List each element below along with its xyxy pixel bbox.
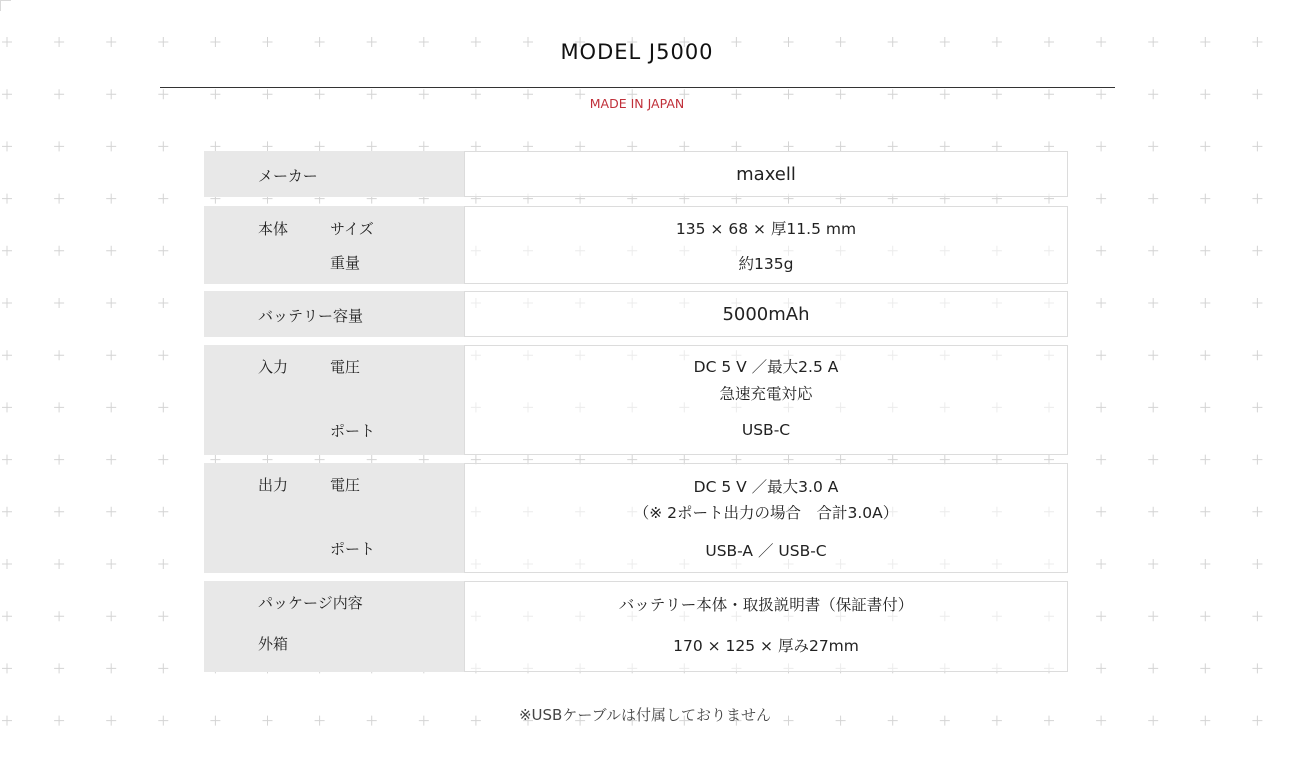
- output-port-value: USB-A ／ USB-C: [705, 542, 827, 560]
- input-voltage-value: DC 5 V ／最大2.5 A: [693, 358, 839, 376]
- output-voltage-note: （※ 2ポート出力の場合 合計3.0A）: [633, 504, 899, 522]
- spec-value-cell: [464, 463, 1068, 573]
- spec-row-maker: [204, 151, 1068, 197]
- output-port-label: ポート: [330, 540, 376, 558]
- maker-value: maxell: [736, 164, 796, 185]
- spec-label-cell: [204, 206, 464, 284]
- spec-label-cell: [204, 151, 464, 197]
- usb-cable-footnote: ※USBケーブルは付属しておりません: [518, 706, 771, 724]
- battery-value: 5000mAh: [722, 304, 810, 325]
- body-label: 本体: [258, 220, 289, 238]
- spec-label-cell: [204, 463, 464, 573]
- input-label: 入力: [258, 358, 289, 376]
- title-divider: [160, 87, 1115, 88]
- spec-row-output: [204, 463, 1068, 573]
- spec-label-cell: [204, 581, 464, 672]
- spec-value-cell: [464, 206, 1068, 284]
- box-label: 外箱: [258, 635, 289, 653]
- body-weight-label: 重量: [330, 254, 361, 272]
- package-label: パッケージ内容: [258, 594, 363, 612]
- spec-value-cell: [464, 581, 1068, 672]
- body-weight-value: 約135g: [738, 255, 794, 273]
- spec-value-cell: [464, 345, 1068, 455]
- input-port-label: ポート: [330, 422, 376, 440]
- made-in-label: MADE IN JAPAN: [589, 96, 685, 111]
- output-voltage-label: 電圧: [330, 476, 361, 494]
- spec-value-cell: [464, 151, 1068, 197]
- input-voltage-label: 電圧: [330, 358, 361, 376]
- spec-row-body: [204, 206, 1068, 284]
- output-voltage-value: DC 5 V ／最大3.0 A: [693, 478, 839, 496]
- maker-label: メーカー: [258, 167, 318, 185]
- output-label: 出力: [258, 476, 289, 494]
- battery-label: バッテリー容量: [258, 307, 364, 325]
- body-size-label: サイズ: [330, 220, 374, 238]
- body-size-value: 135 × 68 × 厚11.5 mm: [675, 220, 857, 238]
- spec-label-cell: [204, 291, 464, 337]
- input-voltage-note: 急速充電対応: [719, 385, 813, 403]
- spec-value-cell: [464, 291, 1068, 337]
- spec-row-input: [204, 345, 1068, 455]
- spec-row-battery: [204, 291, 1068, 337]
- model-title: MODEL J5000: [560, 40, 714, 64]
- spec-label-cell: [204, 345, 464, 455]
- box-value: 170 × 125 × 厚み27mm: [673, 637, 859, 655]
- input-port-value: USB-C: [741, 421, 791, 439]
- spec-row-package: [204, 581, 1068, 672]
- package-value: バッテリー本体・取扱説明書（保証書付）: [618, 596, 914, 614]
